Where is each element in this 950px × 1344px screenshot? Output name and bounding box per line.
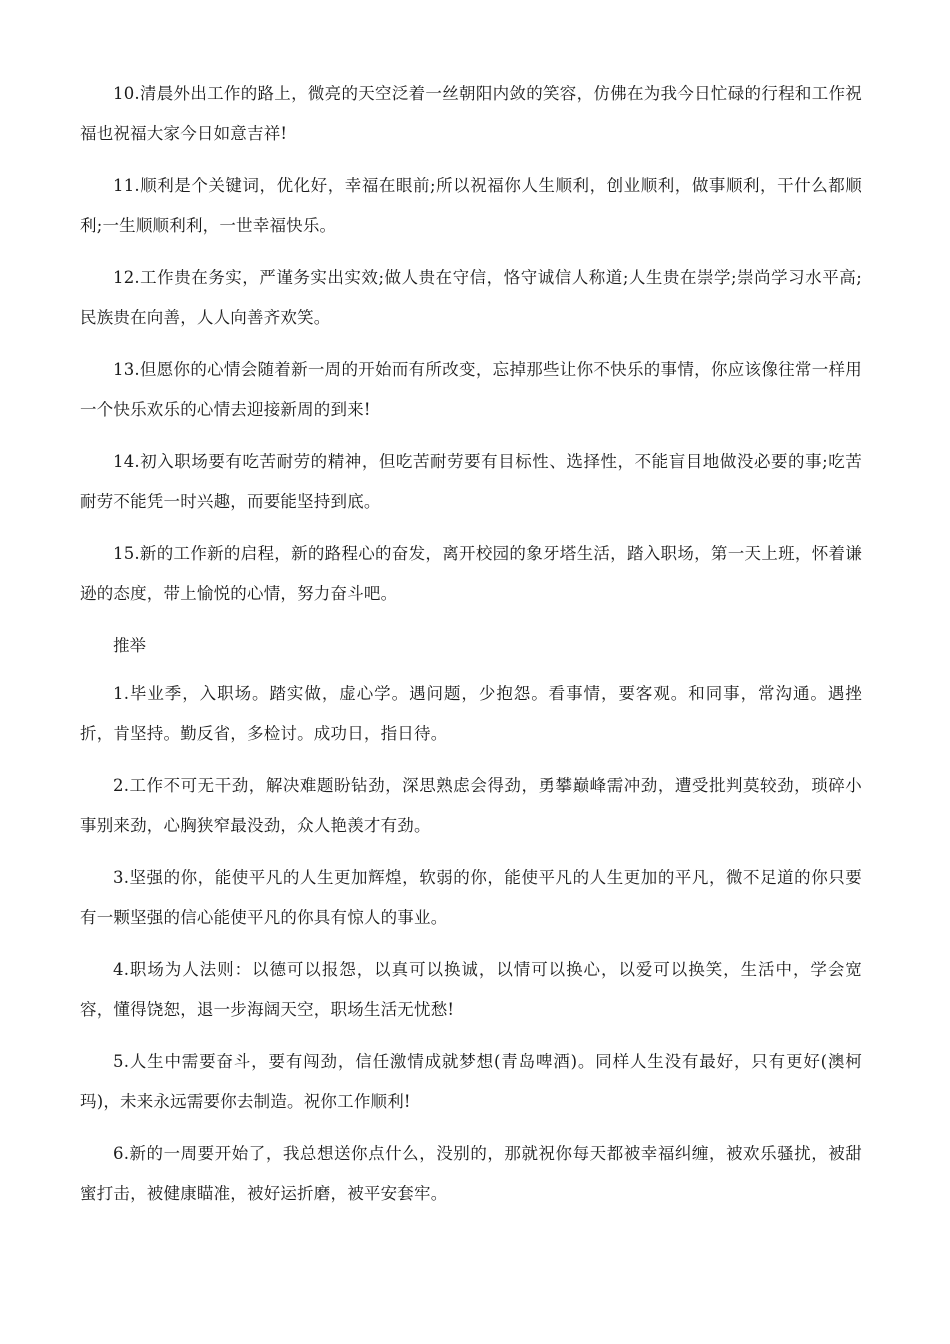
recommend-item-4: 4.职场为人法则：以德可以报怨，以真可以换诚，以情可以换心，以爱可以换笑，生活中，学会宽容，懂得饶恕，退一步海阔天空，职场生活无忧愁! xyxy=(80,960,862,1019)
recommend-item-3: 3.坚强的你，能使平凡的人生更加辉煌，软弱的你，能使平凡的人生更加的平凡，微不足道的你只要有一颗坚强的信心能使平凡的你具有惊人的事业。 xyxy=(80,868,862,927)
section-heading: 推举 xyxy=(113,636,146,655)
recommend-item-1: 1.毕业季，入职场。踏实做，虚心学。遇问题，少抱怨。看事情，要客观。和同事，常沟通。遇挫折，肯坚持。勤反省，多检讨。成功日，指日待。 xyxy=(80,684,862,743)
recommend-item-2: 2.工作不可无干劲，解决难题盼钻劲，深思熟虑会得劲，勇攀巅峰需冲劲，遭受批判莫较劲，琐碎小事别来劲，心胸狭窄最没劲，众人艳羡才有劲。 xyxy=(80,776,862,835)
recommend-item-6: 6.新的一周要开始了，我总想送你点什么，没别的，那就祝你每天都被幸福纠缠，被欢乐骚扰，被甜蜜打击，被健康瞄准，被好运折磨，被平安套牢。 xyxy=(80,1144,862,1203)
paragraph-13: 13.但愿你的心情会随着新一周的开始而有所改变，忘掉那些让你不快乐的事情，你应该像往常一样用一个快乐欢乐的心情去迎接新周的到来! xyxy=(80,360,862,419)
recommend-item-5: 5.人生中需要奋斗，要有闯劲，信任激情成就梦想(青岛啤酒)。同样人生没有最好，只有更好(澳柯玛)，未来永远需要你去制造。祝你工作顺利! xyxy=(80,1052,862,1111)
paragraph-12: 12.工作贵在务实，严谨务实出实效;做人贵在守信，恪守诚信人称道;人生贵在崇学;崇尚学习水平高;民族贵在向善，人人向善齐欢笑。 xyxy=(80,268,862,327)
paragraph-15: 15.新的工作新的启程，新的路程心的奋发，离开校园的象牙塔生活，踏入职场，第一天上班，怀着谦逊的态度，带上愉悦的心情，努力奋斗吧。 xyxy=(80,544,862,603)
paragraph-10: 10.清晨外出工作的路上，微亮的天空泛着一丝朝阳内敛的笑容，仿佛在为我今日忙碌的行程和工作祝福也祝福大家今日如意吉祥! xyxy=(80,84,862,143)
paragraph-11: 11.顺利是个关键词，优化好，幸福在眼前;所以祝福你人生顺利，创业顺利，做事顺利，干什么都顺利;一生顺顺利利，一世幸福快乐。 xyxy=(80,176,862,235)
document-body xyxy=(80,74,862,1226)
paragraph-14: 14.初入职场要有吃苦耐劳的精神，但吃苦耐劳要有目标性、选择性，不能盲目地做没必要的事;吃苦耐劳不能凭一时兴趣，而要能坚持到底。 xyxy=(80,452,862,511)
